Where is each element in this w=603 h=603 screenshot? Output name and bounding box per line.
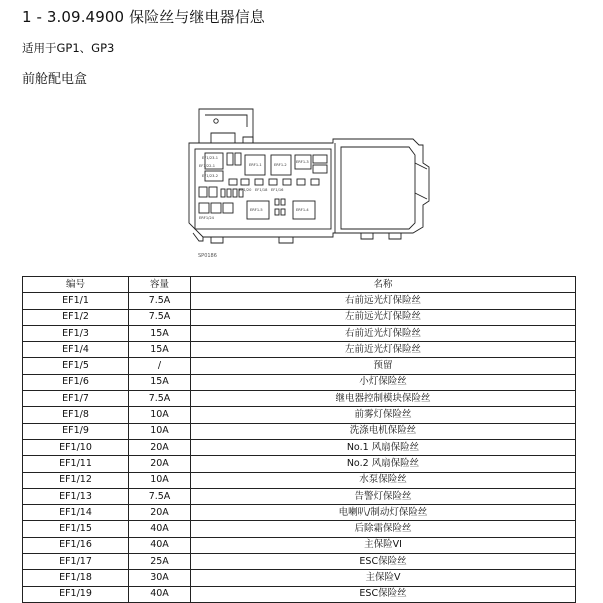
diagram-label: ERF1/24 xyxy=(199,216,214,220)
fuse-number: EF1/1 xyxy=(23,293,129,309)
fuse-name: 洗涤电机保险丝 xyxy=(191,423,576,439)
fuse-capacity: 15A xyxy=(129,325,191,341)
column-header-name: 名称 xyxy=(191,277,576,293)
diagram-label: ERF1-5 xyxy=(250,208,263,212)
table-row xyxy=(23,554,576,570)
fuse-capacity: 30A xyxy=(129,570,191,586)
fuse-capacity: 7.5A xyxy=(129,309,191,325)
fuse-name: 后除霜保险丝 xyxy=(191,521,576,537)
fuse-name: 主保险VI xyxy=(191,537,576,553)
table-row xyxy=(23,423,576,439)
fuse-name: ESC保险丝 xyxy=(191,554,576,570)
diagram-label: EF1/18 xyxy=(255,188,268,192)
table-row xyxy=(23,342,576,358)
fuse-number: EF1/6 xyxy=(23,374,129,390)
diagram-label: ERF1-3 xyxy=(296,160,309,164)
table-row xyxy=(23,293,576,309)
column-header-capacity: 容量 xyxy=(129,277,191,293)
table-row xyxy=(23,472,576,488)
fuse-number: EF1/7 xyxy=(23,391,129,407)
fuse-capacity: 25A xyxy=(129,554,191,570)
fuse-number: EF1/5 xyxy=(23,358,129,374)
table-row xyxy=(23,586,576,602)
fuse-name: 继电器控制模块保险丝 xyxy=(191,391,576,407)
fuse-name: 左前近光灯保险丝 xyxy=(191,342,576,358)
fuse-number: EF1/2 xyxy=(23,309,129,325)
section-heading: 前舱配电盒 xyxy=(22,72,88,87)
diagram-label: EF1/23-2 xyxy=(202,174,218,178)
fuse-name: No.1 风扇保险丝 xyxy=(191,439,576,455)
fuse-number: EF1/3 xyxy=(23,325,129,341)
fuse-name: 主保险V xyxy=(191,570,576,586)
fuse-box-diagram xyxy=(183,103,445,265)
diagram-label: ERF1-4 xyxy=(296,208,309,212)
fuse-name: 水泵保险丝 xyxy=(191,472,576,488)
table-row xyxy=(23,325,576,341)
fuse-capacity: 40A xyxy=(129,521,191,537)
fuse-capacity: 20A xyxy=(129,456,191,472)
table-row xyxy=(23,537,576,553)
fuse-number: EF1/16 xyxy=(23,537,129,553)
diagram-label: EF1/16 xyxy=(271,188,284,192)
fuse-number: EF1/11 xyxy=(23,456,129,472)
fuse-table xyxy=(22,276,576,603)
fuse-capacity: / xyxy=(129,358,191,374)
fuse-name: No.2 风扇保险丝 xyxy=(191,456,576,472)
table-row xyxy=(23,439,576,455)
fuse-capacity: 40A xyxy=(129,537,191,553)
column-header-number: 编号 xyxy=(23,277,129,293)
fuse-number: EF1/12 xyxy=(23,472,129,488)
fuse-capacity: 15A xyxy=(129,374,191,390)
diagram-label: EF1/20 xyxy=(239,188,252,192)
fuse-name: 右前远光灯保险丝 xyxy=(191,293,576,309)
fuse-name: 右前近光灯保险丝 xyxy=(191,325,576,341)
table-row xyxy=(23,456,576,472)
diagram-label: EF1/22-1 xyxy=(199,164,215,168)
fuse-capacity: 10A xyxy=(129,407,191,423)
fuse-name: 小灯保险丝 xyxy=(191,374,576,390)
fuse-capacity: 20A xyxy=(129,439,191,455)
table-row xyxy=(23,391,576,407)
fuse-number: EF1/17 xyxy=(23,554,129,570)
table-row xyxy=(23,309,576,325)
table-row xyxy=(23,407,576,423)
fuse-number: EF1/9 xyxy=(23,423,129,439)
fuse-name: 预留 xyxy=(191,358,576,374)
diagram-label: ERF1-1 xyxy=(249,163,262,167)
fuse-name: 前雾灯保险丝 xyxy=(191,407,576,423)
fuse-capacity: 7.5A xyxy=(129,488,191,504)
fuse-number: EF1/15 xyxy=(23,521,129,537)
fuse-name: 告警灯保险丝 xyxy=(191,488,576,504)
fuse-capacity: 15A xyxy=(129,342,191,358)
diagram-label: EF1/23-1 xyxy=(202,156,218,160)
fuse-capacity: 7.5A xyxy=(129,293,191,309)
table-row xyxy=(23,570,576,586)
fuse-name: 电喇叭/制动灯保险丝 xyxy=(191,505,576,521)
fuse-capacity: 10A xyxy=(129,423,191,439)
table-row xyxy=(23,505,576,521)
fuse-name: 左前远光灯保险丝 xyxy=(191,309,576,325)
page-title: 1 - 3.09.4900 保险丝与继电器信息 xyxy=(22,8,265,26)
fuse-capacity: 40A xyxy=(129,586,191,602)
fuse-capacity: 10A xyxy=(129,472,191,488)
applicability-note: 适用于GP1、GP3 xyxy=(22,41,115,55)
fuse-capacity: 20A xyxy=(129,505,191,521)
fuse-number: EF1/10 xyxy=(23,439,129,455)
fuse-name: ESC保险丝 xyxy=(191,586,576,602)
table-row xyxy=(23,358,576,374)
fuse-number: EF1/18 xyxy=(23,570,129,586)
fuse-capacity: 7.5A xyxy=(129,391,191,407)
table-row xyxy=(23,374,576,390)
fuse-number: EF1/4 xyxy=(23,342,129,358)
table-row xyxy=(23,521,576,537)
table-row xyxy=(23,488,576,504)
table-header-row xyxy=(23,277,576,293)
fuse-number: EF1/14 xyxy=(23,505,129,521)
fuse-number: EF1/8 xyxy=(23,407,129,423)
fuse-number: EF1/13 xyxy=(23,488,129,504)
diagram-caption: SP0186 xyxy=(198,253,217,259)
diagram-label: ERF1-2 xyxy=(274,163,287,167)
fuse-number: EF1/19 xyxy=(23,586,129,602)
